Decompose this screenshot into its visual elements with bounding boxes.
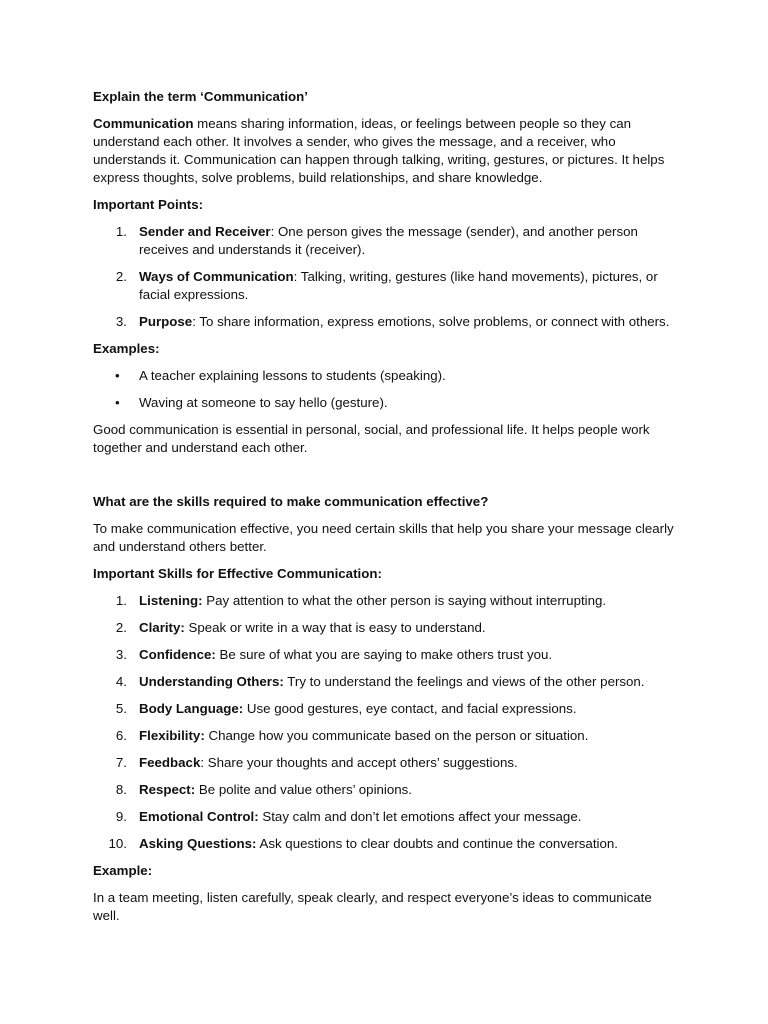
list-item bbox=[93, 223, 676, 259]
skill-term: Respect: bbox=[139, 782, 196, 797]
skill-text: Pay attention to what the other person is saying without interrupting. bbox=[202, 593, 607, 608]
skills-list bbox=[93, 592, 676, 853]
intro-text: means sharing information, ideas, or feelings between people so they can understand each other. It involves a sender, who gives the message, and a receiver, who understands it. Communication can happen through talking, writing, gestures, or pictures. It helps express thoughts, solve problems, build relationships, and share knowledge. bbox=[93, 116, 665, 185]
skill-text: Change how you communicate based on the person or situation. bbox=[204, 728, 589, 743]
list-number: 1. bbox=[115, 593, 127, 608]
examples-label: Examples: bbox=[93, 341, 160, 356]
list-number: 6. bbox=[115, 728, 127, 743]
point-text: : Talking, writing, gestures (like hand movements), pictures, or facial expressions. bbox=[139, 269, 658, 302]
skill-text: Ask questions to clear doubts and continue the conversation. bbox=[256, 836, 618, 851]
list-item bbox=[93, 367, 676, 385]
point-text: : To share information, express emotions, solve problems, or connect with others. bbox=[192, 314, 670, 329]
section2-heading: What are the skills required to make communication effective? bbox=[93, 494, 489, 509]
list-item bbox=[93, 781, 676, 799]
skills-label: Important Skills for Effective Communication: bbox=[93, 566, 382, 581]
skill-term: Feedback bbox=[139, 755, 201, 770]
list-number: 7. bbox=[115, 755, 127, 770]
skill-term: Confidence: bbox=[139, 647, 216, 662]
list-number: 5. bbox=[115, 701, 127, 716]
section2-intro: To make communication effective, you need certain skills that help you share your message clearly and understand others better. bbox=[93, 521, 674, 554]
point-term: Sender and Receiver bbox=[139, 224, 271, 239]
section-spacer bbox=[93, 466, 676, 493]
points-list bbox=[93, 223, 676, 331]
list-number: 4. bbox=[115, 674, 127, 689]
list-item bbox=[93, 808, 676, 826]
section1-intro bbox=[93, 115, 676, 187]
points-label: Important Points: bbox=[93, 197, 204, 212]
list-number: 10. bbox=[108, 836, 127, 851]
bullet-icon: • bbox=[115, 368, 120, 383]
skill-text: : Share your thoughts and accept others’ suggestions. bbox=[200, 755, 518, 770]
skill-term: Clarity: bbox=[139, 620, 185, 635]
list-item bbox=[93, 313, 676, 331]
bullet-icon: • bbox=[115, 395, 120, 410]
skill-text: Stay calm and don’t let emotions affect your message. bbox=[258, 809, 582, 824]
list-number: 3. bbox=[115, 314, 127, 329]
list-number: 9. bbox=[115, 809, 127, 824]
list-item bbox=[93, 619, 676, 637]
list-item bbox=[93, 592, 676, 610]
list-item bbox=[93, 754, 676, 772]
section1-heading: Explain the term ‘Communication’ bbox=[93, 89, 308, 104]
skill-text: Try to understand the feelings and views of the other person. bbox=[283, 674, 645, 689]
list-item bbox=[93, 835, 676, 853]
examples-list bbox=[93, 367, 676, 412]
list-number: 3. bbox=[115, 647, 127, 662]
skill-term: Emotional Control: bbox=[139, 809, 259, 824]
list-item bbox=[93, 673, 676, 691]
skill-term: Asking Questions: bbox=[139, 836, 257, 851]
skill-text: Be polite and value others’ opinions. bbox=[195, 782, 413, 797]
intro-term: Communication bbox=[93, 116, 194, 131]
list-item bbox=[93, 268, 676, 304]
point-text: : One person gives the message (sender), and another person receives and understands it (receiver). bbox=[139, 224, 638, 257]
list-number: 1. bbox=[115, 224, 127, 239]
example-text: In a team meeting, listen carefully, speak clearly, and respect everyone’s ideas to communicate well. bbox=[93, 890, 652, 923]
list-item bbox=[93, 700, 676, 718]
skill-term: Flexibility: bbox=[139, 728, 205, 743]
skill-text: Use good gestures, eye contact, and facial expressions. bbox=[243, 701, 577, 716]
section1-conclusion: Good communication is essential in personal, social, and professional life. It helps people work together and understand each other. bbox=[93, 422, 650, 455]
point-term: Purpose bbox=[139, 314, 193, 329]
point-term: Ways of Communication bbox=[139, 269, 294, 284]
skill-term: Listening: bbox=[139, 593, 203, 608]
list-item bbox=[93, 394, 676, 412]
list-item bbox=[93, 646, 676, 664]
skill-text: Speak or write in a way that is easy to understand. bbox=[184, 620, 486, 635]
example-text: A teacher explaining lessons to students (speaking). bbox=[139, 368, 446, 383]
example-text: Waving at someone to say hello (gesture). bbox=[139, 395, 388, 410]
skill-term: Understanding Others: bbox=[139, 674, 284, 689]
skill-term: Body Language: bbox=[139, 701, 244, 716]
skill-text: Be sure of what you are saying to make others trust you. bbox=[215, 647, 553, 662]
list-number: 2. bbox=[115, 269, 127, 284]
list-number: 2. bbox=[115, 620, 127, 635]
list-number: 8. bbox=[115, 782, 127, 797]
example-label: Example: bbox=[93, 863, 153, 878]
list-item bbox=[93, 727, 676, 745]
